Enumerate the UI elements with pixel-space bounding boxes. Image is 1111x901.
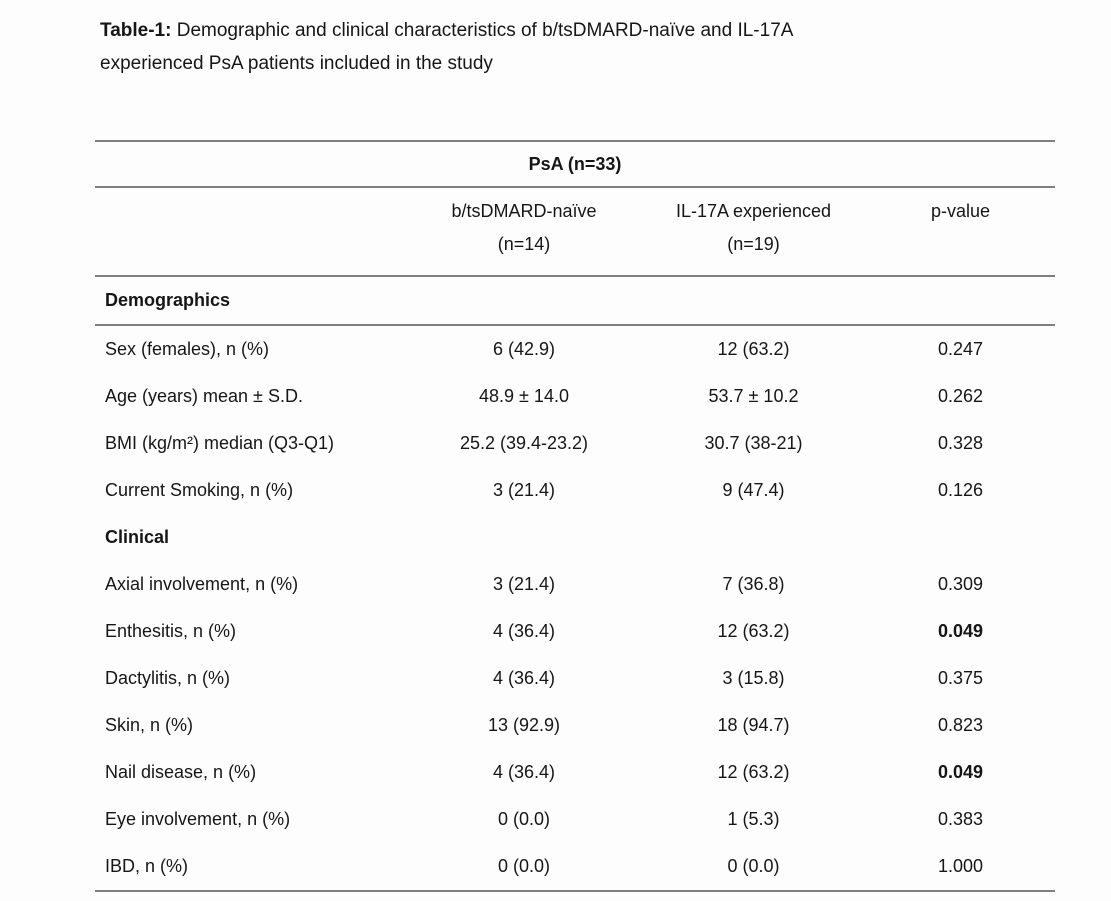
- table-row: [95, 608, 1055, 655]
- il17a-value: 9 (47.4): [722, 480, 785, 500]
- p-value: 1.000: [937, 856, 984, 876]
- p-value: 0.049: [937, 621, 984, 641]
- naive-value: 6 (42.9): [492, 339, 556, 359]
- il17a-value: 30.7 (38-21): [704, 433, 803, 453]
- row-label: Age (years) mean ± S.D.: [105, 386, 303, 406]
- row-label: Enthesitis, n (%): [105, 621, 237, 641]
- p-value: 0.309: [937, 574, 984, 594]
- column-header-empty: [95, 187, 407, 276]
- row-label: BMI (kg/m²) median (Q3-Q1): [105, 433, 335, 453]
- table-body: [95, 276, 1055, 891]
- naive-value: 3 (21.4): [492, 480, 556, 500]
- column-header-pvalue-line1: p-value: [930, 201, 991, 221]
- table-row: [95, 749, 1055, 796]
- naive-value: 3 (21.4): [492, 574, 556, 594]
- table-caption-prefix: Table-1:: [100, 20, 172, 41]
- column-header-il17a: [641, 187, 866, 276]
- p-value: 0.383: [937, 809, 984, 829]
- naive-value: 0 (0.0): [497, 856, 551, 876]
- table-row: [95, 796, 1055, 843]
- p-value: 0.375: [937, 668, 984, 688]
- table-row: [95, 702, 1055, 749]
- naive-value: 4 (36.4): [492, 621, 556, 641]
- column-header-il17a-line2: (n=19): [727, 234, 780, 254]
- il17a-value: 12 (63.2): [717, 339, 790, 359]
- p-value: 0.823: [937, 715, 984, 735]
- row-label: Current Smoking, n (%): [105, 480, 294, 500]
- table-caption-line1: [100, 14, 1111, 47]
- column-header-naive: [407, 187, 641, 276]
- row-label: Skin, n (%): [105, 715, 194, 735]
- table-row: [95, 420, 1055, 467]
- row-label: Dactylitis, n (%): [105, 668, 231, 688]
- column-header-naive-line2: (n=14): [497, 234, 551, 254]
- il17a-value: 7 (36.8): [722, 574, 785, 594]
- naive-value: 0 (0.0): [497, 809, 551, 829]
- p-value: 0.262: [937, 386, 984, 406]
- column-header-pvalue: [866, 187, 1055, 276]
- table-row: [95, 655, 1055, 702]
- section-row: [95, 276, 1055, 325]
- il17a-value: 1 (5.3): [727, 809, 780, 829]
- naive-value: 4 (36.4): [492, 668, 556, 688]
- table-caption-line2: experienced PsA patients included in the study: [100, 53, 493, 74]
- table-row: [95, 561, 1055, 608]
- il17a-value: 12 (63.2): [717, 762, 790, 782]
- p-value: 0.126: [937, 480, 984, 500]
- il17a-value: 0 (0.0): [727, 856, 780, 876]
- section-name: Clinical: [105, 527, 170, 547]
- p-value: 0.247: [937, 339, 984, 359]
- section-name: Demographics: [95, 276, 1055, 325]
- il17a-value: 53.7 ± 10.2: [708, 386, 799, 406]
- naive-value: 4 (36.4): [492, 762, 556, 782]
- row-label: Sex (females), n (%): [105, 339, 270, 359]
- column-header-naive-line1: b/tsDMARD-naïve: [451, 201, 597, 221]
- row-label: IBD, n (%): [105, 856, 189, 876]
- table-caption: [100, 14, 1111, 80]
- group-header-row: [95, 141, 1055, 187]
- table-row: [95, 325, 1055, 373]
- p-value: 0.049: [937, 762, 984, 782]
- table-caption-line1-text: Demographic and clinical characteristics of b/tsDMARD-naïve and IL-17A: [171, 20, 794, 41]
- section-row: [95, 514, 1055, 561]
- row-label: Eye involvement, n (%): [105, 809, 291, 829]
- row-label: Nail disease, n (%): [105, 762, 257, 782]
- il17a-value: 12 (63.2): [717, 621, 790, 641]
- table-row: [95, 467, 1055, 514]
- il17a-value: 18 (94.7): [717, 715, 790, 735]
- characteristics-table: [95, 140, 1055, 892]
- table-row: [95, 373, 1055, 420]
- naive-value: 48.9 ± 14.0: [479, 386, 569, 406]
- column-header-il17a-line1: IL-17A experienced: [675, 201, 832, 221]
- naive-value: 25.2 (39.4-23.2): [459, 433, 589, 453]
- naive-value: 13 (92.9): [487, 715, 561, 735]
- column-header-row: [95, 187, 1055, 276]
- group-header: PsA (n=33): [95, 141, 1055, 187]
- p-value: 0.328: [937, 433, 984, 453]
- row-label: Axial involvement, n (%): [105, 574, 299, 594]
- il17a-value: 3 (15.8): [722, 668, 785, 688]
- table-row: [95, 843, 1055, 891]
